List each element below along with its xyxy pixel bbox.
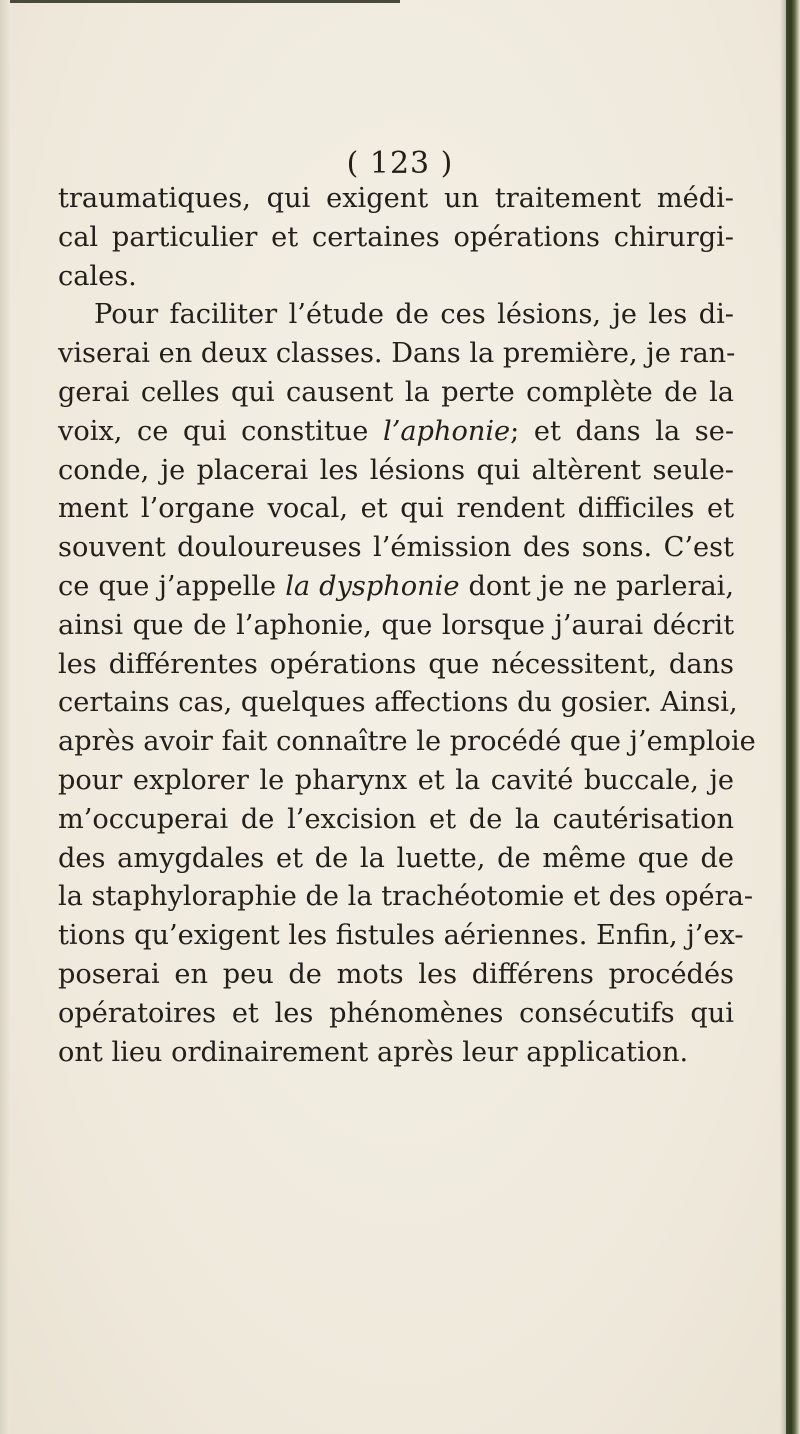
text-line-20: tions qu’exigent les fistules aériennes. Enfin, j’ex-: [58, 920, 744, 952]
text-line-9: ment l’organe vocal, et qui rendent difficiles et: [58, 493, 734, 525]
body-text: [58, 180, 756, 1072]
text-line-8: conde, je placerai les lésions qui altèrent seule-: [58, 454, 734, 486]
text-line-7-start: voix, ce qui constitue: [58, 415, 384, 447]
text-line-3: cales.: [58, 260, 137, 292]
text-line-7-end: ; et dans la se-: [510, 415, 735, 447]
term-dysphonie: la dysphonie: [285, 570, 460, 602]
right-binding-edge: [786, 0, 800, 1434]
term-aphonie: l’aphonie: [383, 415, 511, 447]
text-line-5: viserai en deux classes. Dans la première, je ran-: [58, 338, 736, 370]
text-line-2: cal particulier et certaines opérations chirurgi-: [58, 221, 734, 253]
text-line-19: la staphyloraphie de la trachéotomie et des opéra-: [58, 881, 754, 913]
text-line-11-end: dont je ne parlerai,: [459, 570, 734, 602]
text-line-7: [58, 413, 734, 452]
text-line-22: opératoires et les phénomènes consécutifs qui: [58, 997, 734, 1029]
left-page-edge: [0, 0, 10, 1434]
page-number: ( 123 ): [346, 146, 454, 181]
text-line-11-start: ce que j’appelle: [58, 570, 286, 602]
text-line-1: traumatiques, qui exigent un traitement médi-: [58, 183, 734, 214]
text-line-23: ont lieu ordinairement après leur application.: [58, 1036, 689, 1068]
text-line-11: [58, 568, 734, 607]
top-edge-line: [0, 0, 400, 3]
text-line-21: poserai en peu de mots les différens procédés: [58, 958, 734, 990]
text-line-18: des amygdales et de la luette, de même que de: [58, 842, 734, 874]
text-line-4: Pour faciliter l’étude de ces lésions, je les di-: [94, 299, 734, 331]
text-line-12: ainsi que de l’aphonie, que lorsque j’aurai décrit: [58, 609, 734, 641]
text-line-17: m’occuperai de l’excision et de la cautérisation: [58, 803, 734, 835]
text-line-13: les différentes opérations que nécessitent, dans: [58, 648, 734, 680]
text-line-16: pour explorer le pharynx et la cavité buccale, je: [58, 764, 734, 796]
text-line-10: souvent douloureuses l’émission des sons. C’est: [58, 532, 734, 564]
text-line-6: gerai celles qui causent la perte complète de la: [58, 376, 734, 408]
text-line-14: certains cas, quelques affections du gosier. Ainsi,: [58, 687, 738, 719]
text-line-15: après avoir fait connaître le procédé que j’emploie: [58, 726, 756, 758]
